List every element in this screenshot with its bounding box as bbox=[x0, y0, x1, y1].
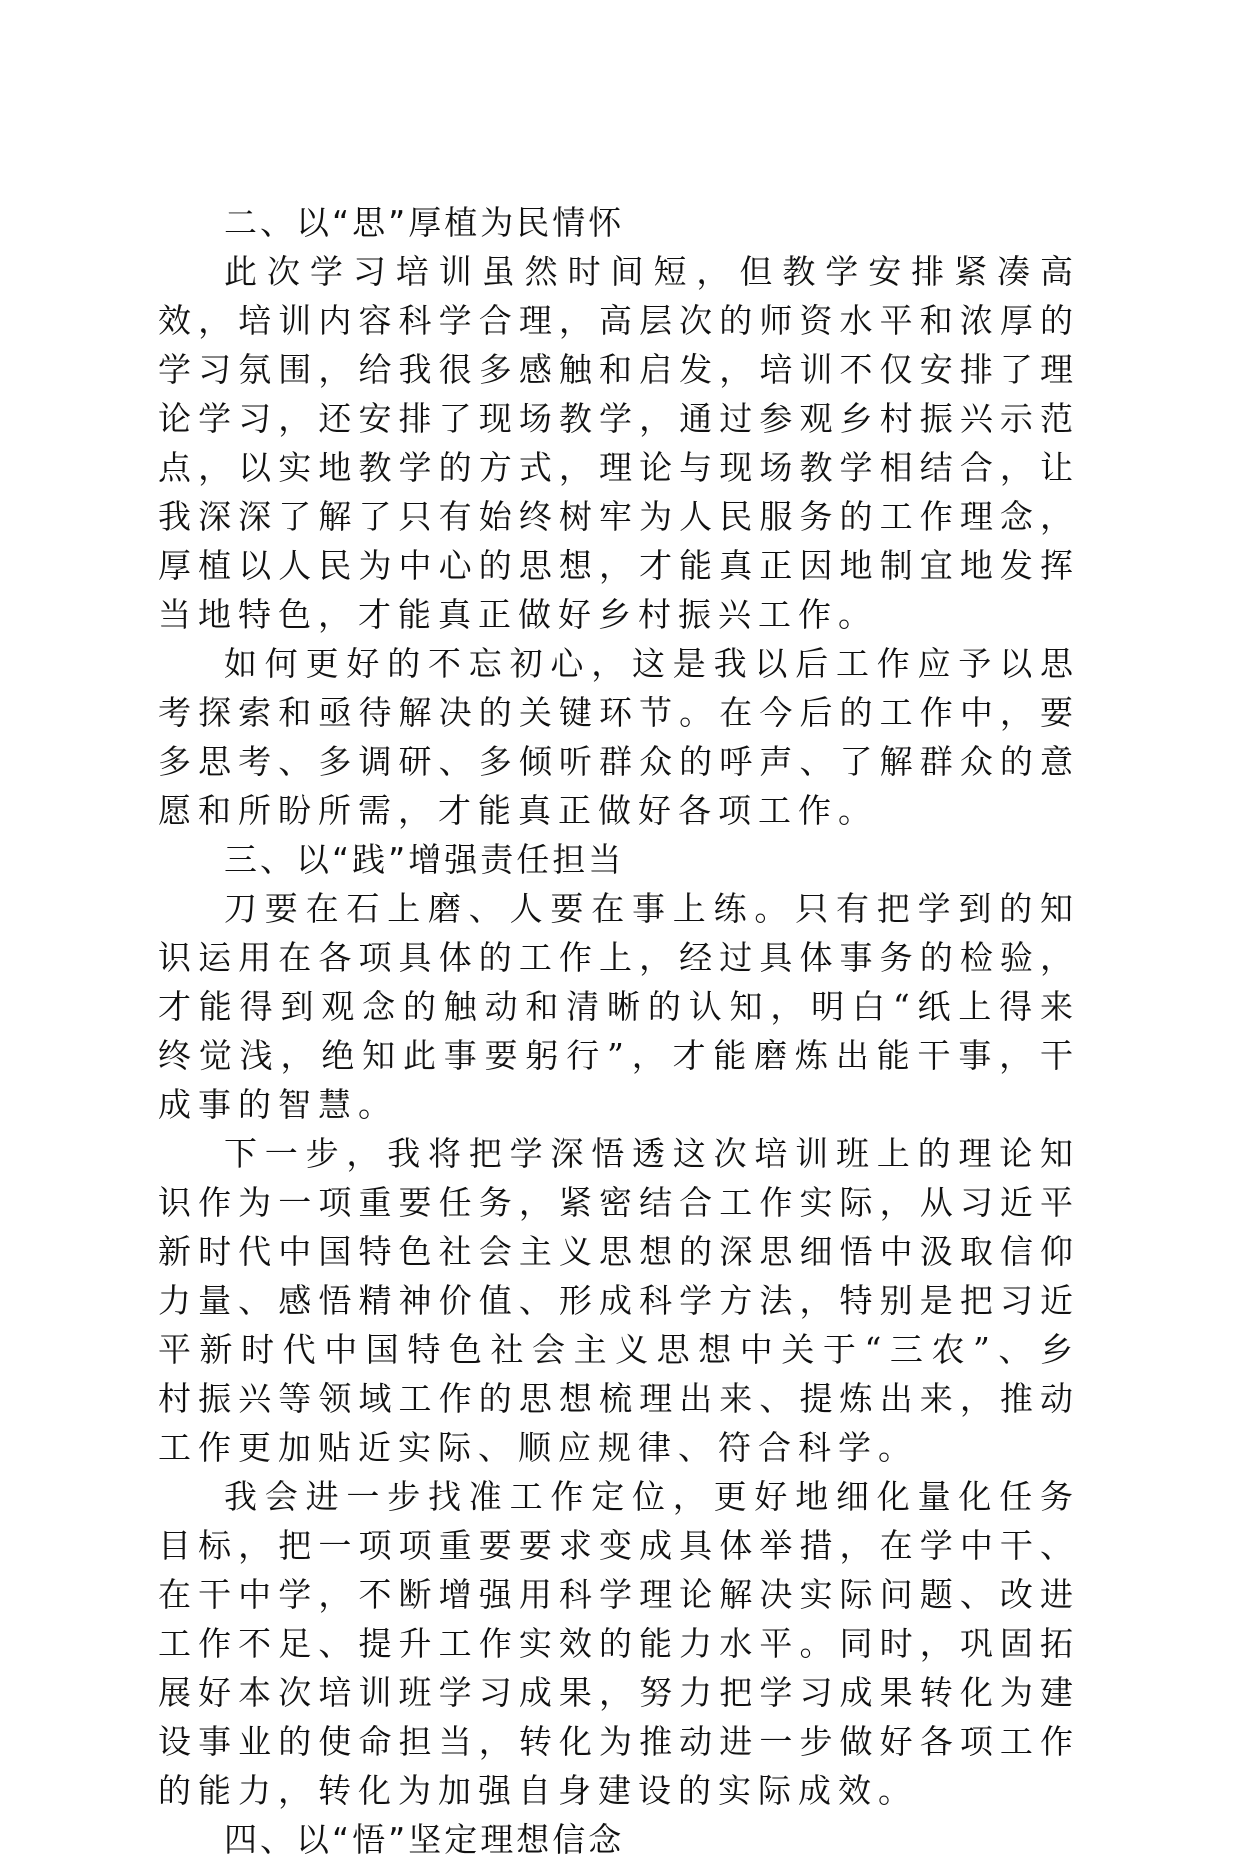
section-heading: 三、以“践”增强责任担当 bbox=[224, 840, 625, 879]
document-body bbox=[158, 198, 1080, 1864]
section-heading: 四、以“悟”坚定理想信念 bbox=[224, 1820, 625, 1859]
paragraph: 我会进一步找准工作定位，更好地细化量化任务目标，把一项项重要要求变成具体举措，在学中干、在干中学，不断增强用科学理论解决实际问题、改进工作不足、提升工作实效的能力水平。同时，巩固拓展好本次培训班学习成果，努力把学习成果转化为建设事业的使命担当，转化为推动进一步做好各项工作的能力，转化为加强自身建设的实际成效。 bbox=[158, 1477, 1080, 1810]
section-heading: 二、以“思”厚植为民情怀 bbox=[224, 203, 625, 242]
paragraph: 刀要在石上磨、人要在事上练。只有把学到的知识运用在各项具体的工作上，经过具体事务的检验，才能得到观念的触动和清晰的认知，明白“纸上得来终觉浅，绝知此事要躬行”，才能磨炼出能干事，干成事的智慧。 bbox=[158, 889, 1080, 1124]
paragraph: 如何更好的不忘初心，这是我以后工作应予以思考探索和亟待解决的关键环节。在今后的工作中，要多思考、多调研、多倾听群众的呼声、了解群众的意愿和所盼所需，才能真正做好各项工作。 bbox=[158, 644, 1080, 830]
paragraph: 下一步，我将把学深悟透这次培训班上的理论知识作为一项重要任务，紧密结合工作实际，从习近平新时代中国特色社会主义思想的深思细悟中汲取信仰力量、感悟精神价值、形成科学方法，特别是把习近平新时代中国特色社会主义思想中关于“三农”、乡村振兴等领域工作的思想梳理出来、提炼出来，推动工作更加贴近实际、顺应规律、符合科学。 bbox=[158, 1134, 1080, 1467]
paragraph: 此次学习培训虽然时间短，但教学安排紧凑高效，培训内容科学合理，高层次的师资水平和浓厚的学习氛围，给我很多感触和启发，培训不仅安排了理论学习，还安排了现场教学，通过参观乡村振兴示范点，以实地教学的方式，理论与现场教学相结合，让我深深了解了只有始终树牢为人民服务的工作理念，厚植以人民为中心的思想，才能真正因地制宜地发挥当地特色，才能真正做好乡村振兴工作。 bbox=[158, 252, 1080, 634]
